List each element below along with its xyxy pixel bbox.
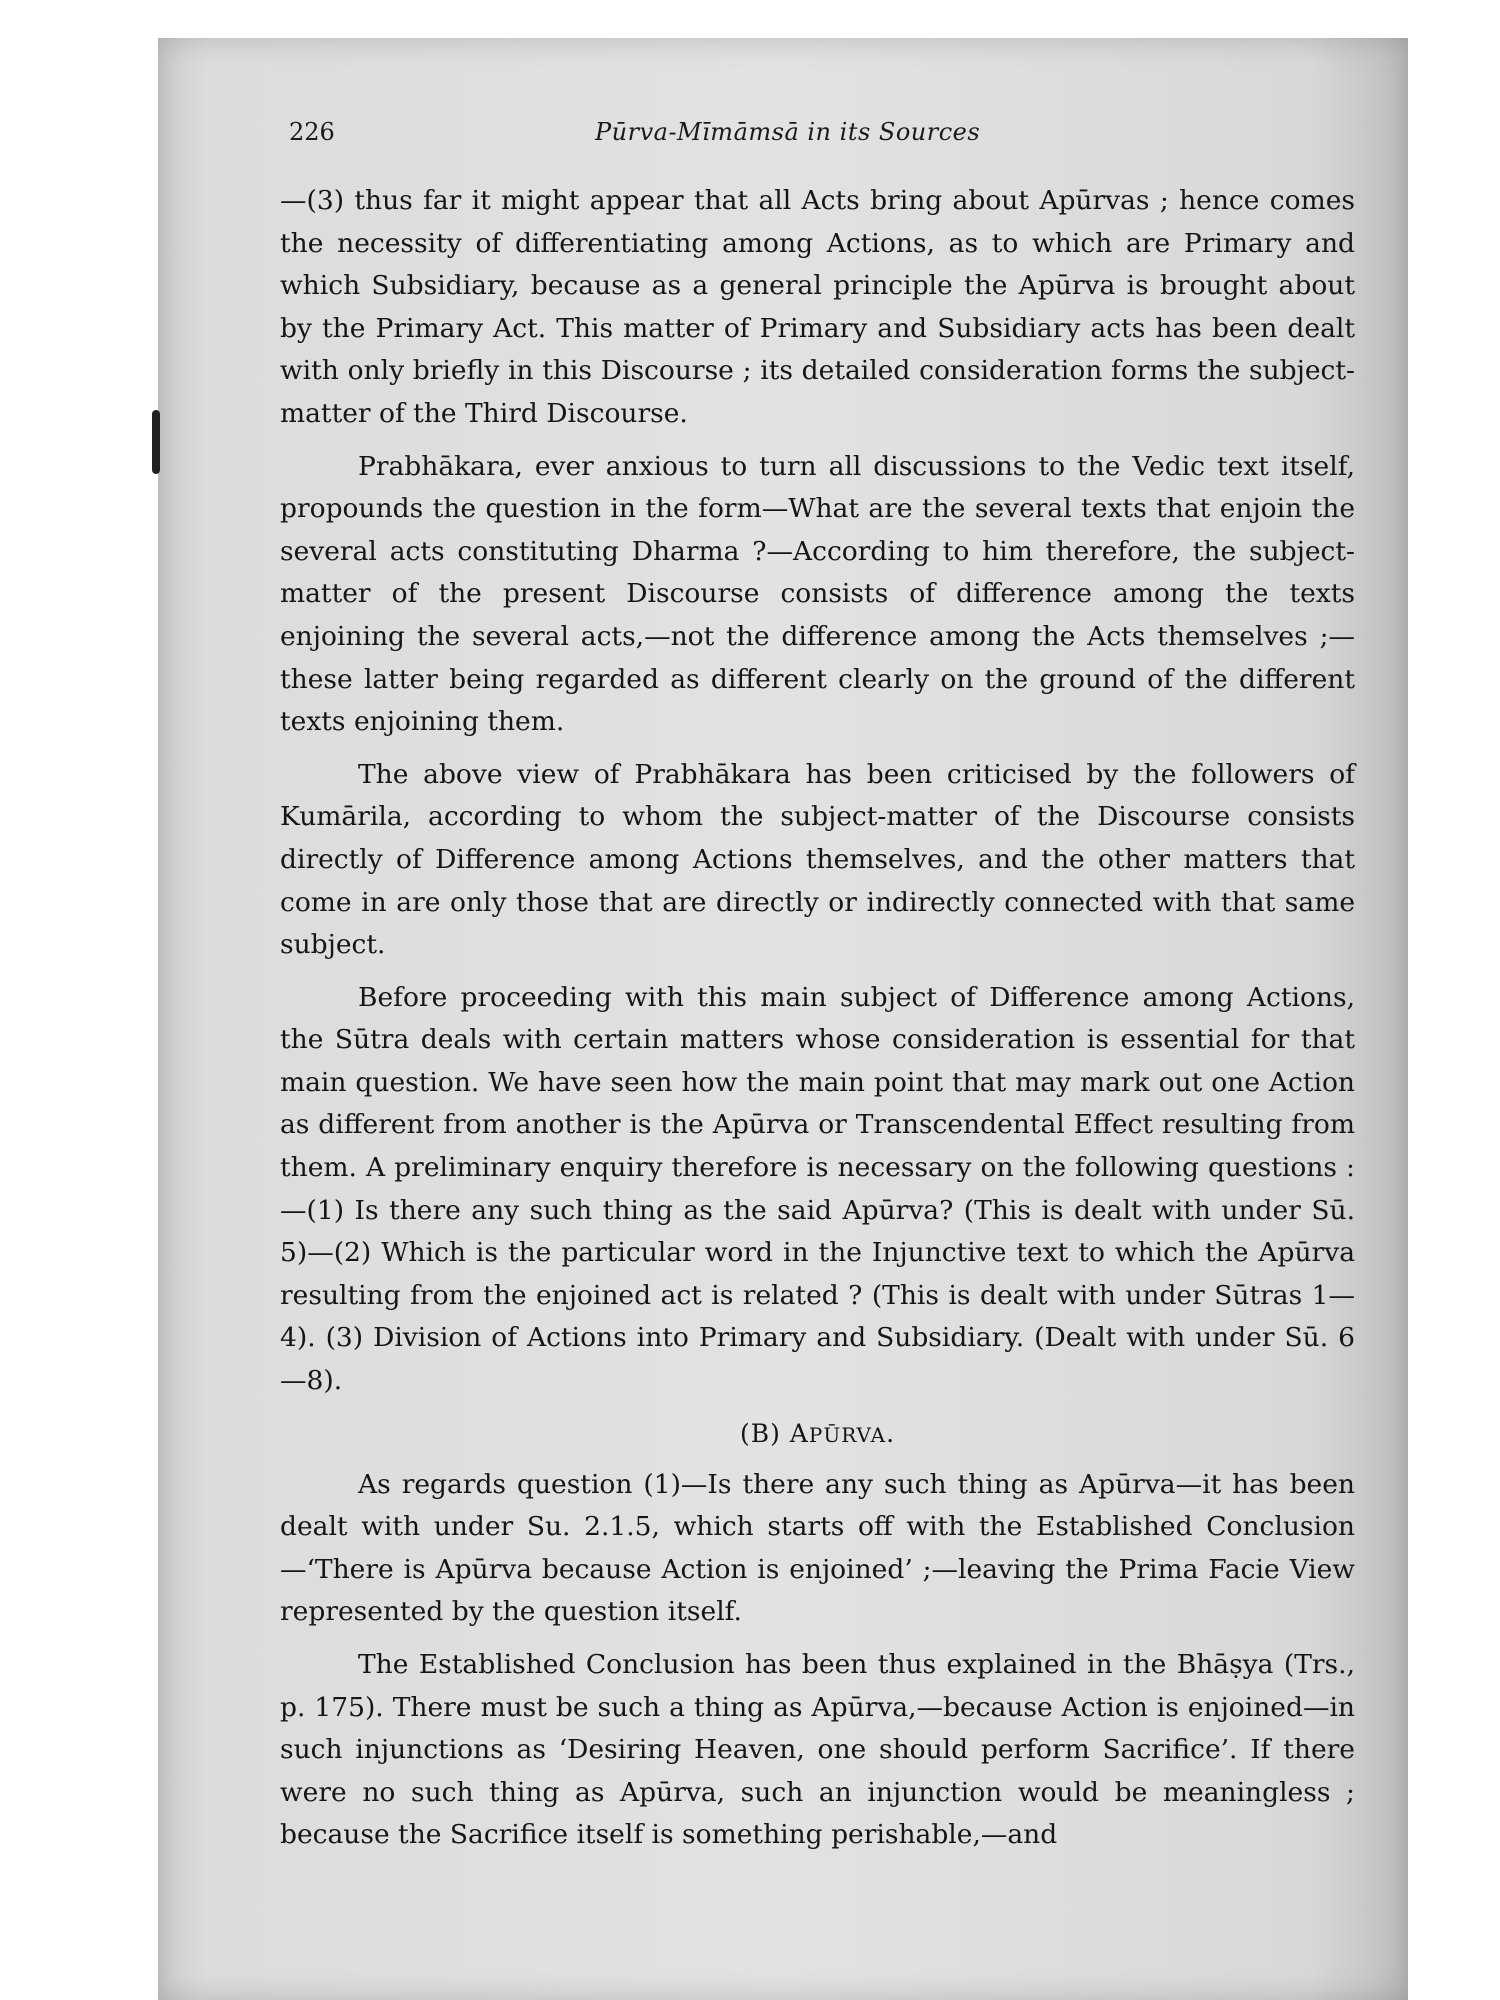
- running-title: Pūrva-Mīmāmsā in its Sources: [595, 118, 981, 146]
- paragraph-prabhakara: Prabhākara, ever anxious to turn all discussions to the Vedic text itself, propounds the question in the form—What are the several texts that enjoin the several acts constituting Dharma ?—According to him therefore, the subject-matter of the present Discourse consists of difference among the texts enjoining the several acts,—not the difference among the Acts themselves ;—these latter being regarded as different clearly on the ground of the different texts enjoining them.: [280, 450, 1355, 738]
- section-heading-prefix: (B) A: [739, 1418, 809, 1448]
- binding-shadow: [152, 410, 160, 474]
- paragraph-before-proceeding: Before proceeding with this main subject of Difference among Actions, the Sūtra deals with certain matters whose consideration is essential for that main question. We have seen how the main point that may mark out one Action as different from another is the Apūrva or Transcendental Effect resulting from them. A preliminary enquiry therefore is necessary on the following questions :—(1) Is there any such thing as the said Apūrva? (This is dealt with under Sū. 5)—(2) Which is the particular word in the Injunctive text to which the Apūrva resulting from the enjoined act is related ? (This is dealt with under Sūtras 1—4). (3) Division of Actions into Primary and Subsidiary. (Dealt with under Sū. 6—8).: [280, 981, 1355, 1397]
- page-body: [280, 180, 1355, 1867]
- page-number: 226: [289, 118, 335, 146]
- paragraph-continued: —(3) thus far it might appear that all Acts bring about Apūrvas ; hence comes the necessity of differentiating among Actions, as to which are Primary and which Subsidiary, because as a general principle the Apūrva is brought about by the Primary Act. This matter of Primary and Subsidiary acts has been dealt with only briefly in this Discourse ; its detailed consideration forms the subject-matter of the Third Discourse.: [280, 185, 1355, 429]
- section-heading-suffix: .: [886, 1418, 896, 1448]
- paragraph-established-conclusion: The Established Conclusion has been thus explained in the Bhāṣya (Trs., p. 175). There must be such a thing as Apūrva,—because Action is enjoined—in such injunctions as ‘Desiring Heaven, one should perform Sacrifice’. If there were no such thing as Apūrva, such an injunction would be meaningless ; because the Sacrifice itself is something perishable,—and: [280, 1649, 1355, 1851]
- page-header: [285, 118, 1345, 154]
- paragraph-question-one: As regards question (1)—Is there any such thing as Apūrva—it has been dealt with under Su. 2.1.5, which starts off with the Established Conclusion—‘There is Apūrva because Action is enjoined’ ;—leaving the Prima Facie View represented by the question itself.: [280, 1468, 1355, 1628]
- section-heading-smallcaps: PŪRVA: [808, 1422, 887, 1447]
- section-heading: [280, 1413, 1355, 1456]
- paragraph-kumarila: The above view of Prabhākara has been criticised by the followers of Kumārila, according to whom the subject-matter of the Discourse consists directly of Difference among Actions themselves, and the other matters that come in are only those that are directly or indirectly connected with that same subject.: [280, 758, 1355, 961]
